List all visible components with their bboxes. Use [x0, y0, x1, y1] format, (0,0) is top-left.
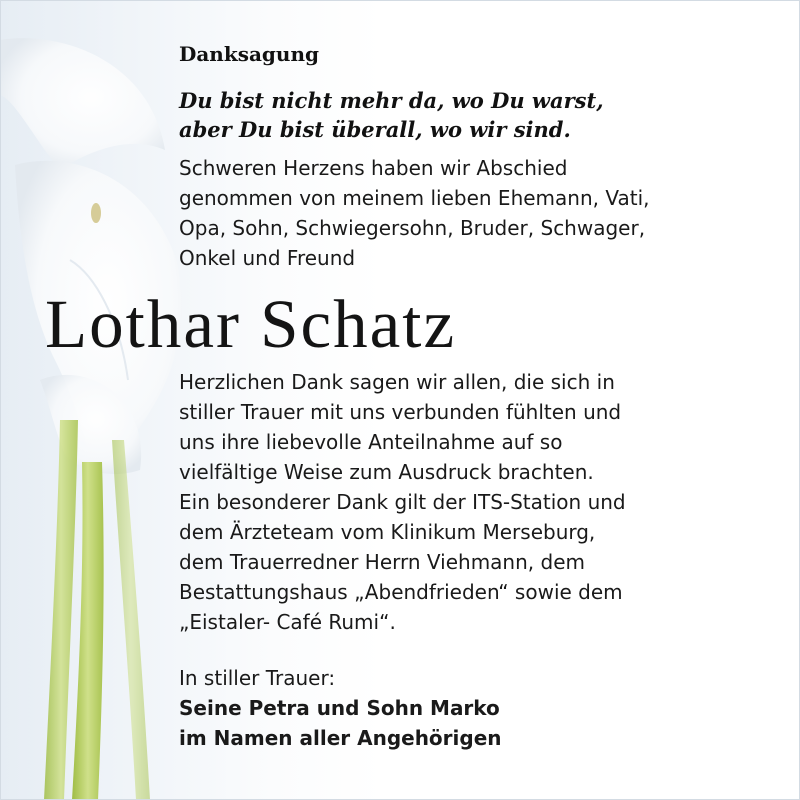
- signature-family: im Namen aller Angehörigen: [179, 726, 502, 750]
- thanks-line: dem Ärzteteam vom Klinikum Merseburg,: [179, 520, 596, 544]
- thanks-paragraph: [179, 367, 626, 637]
- thanks-line: Herzlichen Dank sagen wir allen, die sich in: [179, 370, 615, 394]
- thanks-line: „Eistaler- Café Rumi“.: [179, 610, 396, 634]
- signature-names: Seine Petra und Sohn Marko: [179, 696, 500, 720]
- thanks-line: stiller Trauer mit uns verbunden fühlten und: [179, 400, 622, 424]
- motto-quote: [179, 86, 604, 144]
- signature-block: [179, 663, 502, 753]
- intro-paragraph: [179, 153, 650, 273]
- intro-line: Schweren Herzens haben wir Abschied: [179, 156, 568, 180]
- intro-line: genommen von meinem lieben Ehemann, Vati,: [179, 186, 650, 210]
- thanks-line: vielfältige Weise zum Ausdruck brachten.: [179, 460, 594, 484]
- thanks-line: Bestattungshaus „Abendfrieden“ sowie dem: [179, 580, 623, 604]
- thanks-line: uns ihre liebevolle Anteilnahme auf so: [179, 430, 563, 454]
- thanks-line: dem Trauerredner Herrn Viehmann, dem: [179, 550, 585, 574]
- heading-danksagung: Danksagung: [179, 42, 319, 66]
- intro-line: Opa, Sohn, Schwiegersohn, Bruder, Schwager,: [179, 216, 646, 240]
- intro-line: Onkel und Freund: [179, 246, 356, 270]
- motto-line: Du bist nicht mehr da, wo Du warst,: [179, 88, 604, 113]
- thanks-line: Ein besonderer Dank gilt der ITS-Station und: [179, 490, 626, 514]
- motto-line: aber Du bist überall, wo wir sind.: [179, 117, 571, 142]
- deceased-name: Lothar Schatz: [45, 286, 457, 362]
- signature-intro: In stiller Trauer:: [179, 666, 336, 690]
